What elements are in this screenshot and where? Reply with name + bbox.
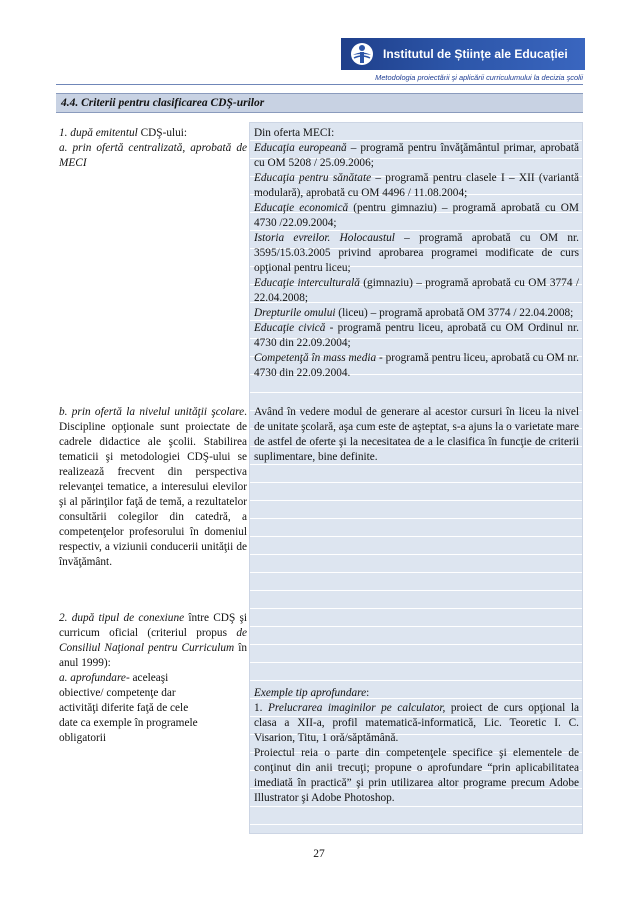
institute-emblem-icon	[345, 40, 379, 68]
row1-left-cell	[59, 126, 247, 171]
meci-offer-item: Drepturile omului (liceu) – programă aprobată OM 3774 / 22.04.2008;	[254, 307, 574, 319]
example-1: 1. Prelucrarea imaginilor pe calculator, proiect de curs opţional la clasa a XII-a, profil matematică-informatică, Lic. Teoretic I. C. Visarion, Titu, 1 oră/săptămână.	[254, 702, 579, 744]
row1-right-cell	[254, 126, 579, 381]
header-subtitle: Metodologia proiectării şi aplicării curriculumului la decizia şcolii	[375, 73, 583, 82]
meci-offer-item: Educaţia pentru sănătate – programă pentru clasele I – XII (variantă modulară), aprobată cu OM 4496 / 11.08.2004;	[254, 172, 579, 199]
criterion-1-heading: 1. după emitentul CDŞ-ului:	[59, 127, 188, 139]
row3-left-cell	[59, 611, 247, 746]
criterion-2a: a. aprofundare- aceleaşi obiective/ competenţe dar activităţi diferite faţă de cele date ca exemple în programele obligatorii	[59, 672, 198, 744]
meci-offer-item: Istoria evreilor. Holocaustul – programă aprobată cu OM nr. 3595/15.03.2005 privind aprobarea programei modificate de curs opţional pentru liceu;	[254, 232, 579, 274]
meci-offer-item: Competenţă în mass media - programă pentru liceu, aprobată cu OM nr. 4730 din 22.09.2004.	[254, 352, 579, 379]
meci-offer-item: Educaţie civică - programă pentru liceu, aprobată cu OM Ordinul nr. 4730 din 22.09.2004;	[254, 322, 579, 349]
school-offer-note: Având în vedere modul de generare al acestor cursuri în liceu la nivel de unitate şcolară, aşa cum este de aşteptat, s-a ajuns la o varietate mare de astfel de oferte şi la necesitatea de a le clasifica în funcţie de criterii suplimentare, bine definite.	[254, 406, 579, 463]
meci-offer-item: Educaţie economică (pentru gimnaziu) – programă aprobată cu OM 4730 /22.09.2004;	[254, 202, 579, 229]
examples-heading: Exemple tip aprofundare:	[254, 687, 370, 699]
institute-logo	[341, 38, 585, 70]
meci-offer-intro: Din oferta MECI:	[254, 127, 335, 139]
header-rule	[56, 84, 583, 85]
page-number: 27	[313, 848, 325, 860]
row2-left-cell	[59, 405, 247, 570]
section-title: 4.4. Criterii pentru clasificarea CDŞ-urilor	[56, 93, 583, 113]
example-1-description: Proiectul reia o parte din competenţele specifice şi elementele de conţinut din anii trecuţi; propune o aprofundare “prin aplicabilitatea imediată în practică” şi prin utilizarea altor programe precum Adobe Illustrator şi Adobe Photoshop.	[254, 747, 579, 804]
logo-text: Institutul de Științe ale Educației	[383, 47, 568, 61]
criterion-2-heading: 2. după tipul de conexiune între CDŞ şi curricum oficial (criteriul propus de Consiliul Naţional pentru Curriculum în anul 1999):	[59, 612, 248, 669]
criterion-1a: a. prin ofertă centralizată, aprobată de MECI	[59, 142, 247, 169]
meci-offer-item: Educaţia europeană – programă pentru învăţământul primar, aprobată cu OM 5208 / 25.09.2006;	[254, 142, 579, 169]
row4-right-cell	[254, 686, 579, 806]
meci-offer-item: Educaţie interculturală (gimnaziu) – programă aprobată cu OM 3774 / 22.04.2008;	[254, 277, 580, 304]
row2-right-cell	[254, 405, 579, 465]
criterion-1b: b. prin ofertă la nivelul unităţii şcolare. Discipline opţionale sunt proiectate de cadrele didactice ale şcolii. Stabilirea tematicii şi metodologiei CDŞ-ului se realizează frecvent din perspectiva relevanţei tematice, a interesului elevilor şi al părinţilor faţă de temă, a rezultatelor consultării colegilor din catedră, a competenţelor profesorului în domeniul respectiv, a viziunii conducerii unităţii de învăţământ.	[59, 406, 247, 568]
